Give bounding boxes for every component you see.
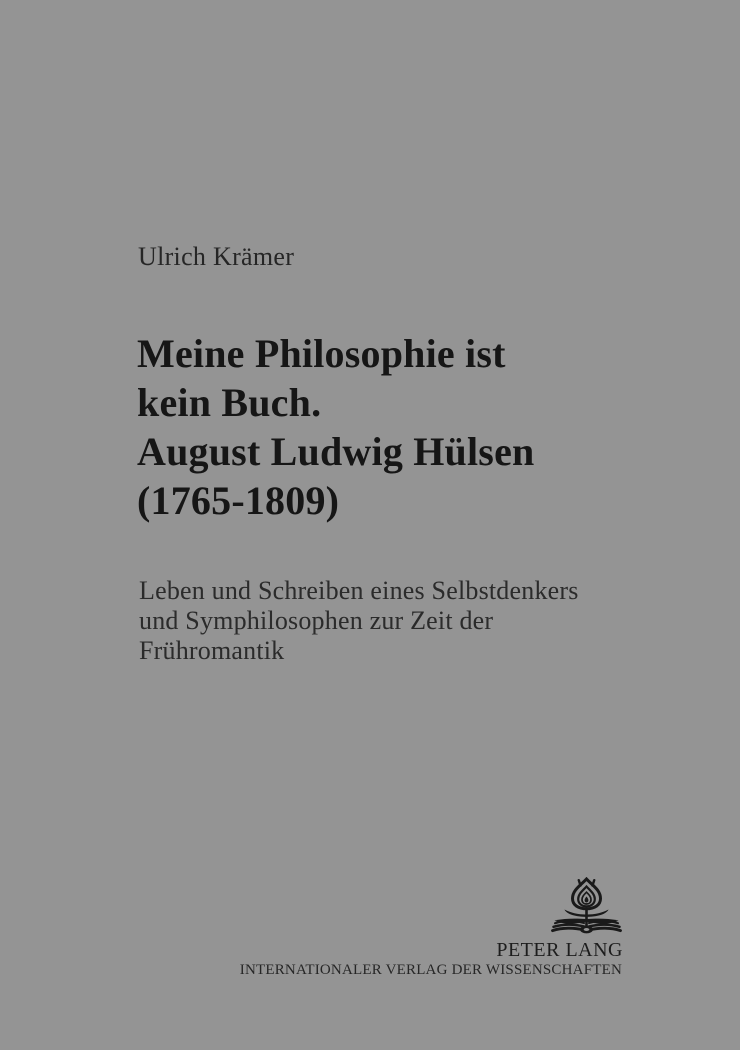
book-title-line: Meine Philosophie ist xyxy=(137,331,506,376)
book-title xyxy=(137,329,534,525)
book-subtitle-line: Leben und Schreiben eines Selbstdenkers xyxy=(139,576,579,605)
book-title-line: kein Buch. xyxy=(137,380,322,425)
publisher-name: PETER LANG xyxy=(496,939,623,961)
publisher-tagline: INTERNATIONALER VERLAG DER WISSENSCHAFTEN xyxy=(239,962,622,978)
book-subtitle xyxy=(139,576,579,666)
author-name: Ulrich Krämer xyxy=(138,242,295,271)
book-subtitle-line: und Symphilosophen zur Zeit der xyxy=(139,606,494,635)
peter-lang-logo-icon xyxy=(551,877,622,934)
book-subtitle-line: Frühromantik xyxy=(139,636,285,665)
book-title-line: (1765-1809) xyxy=(137,478,340,523)
book-title-line: August Ludwig Hülsen xyxy=(137,429,535,474)
